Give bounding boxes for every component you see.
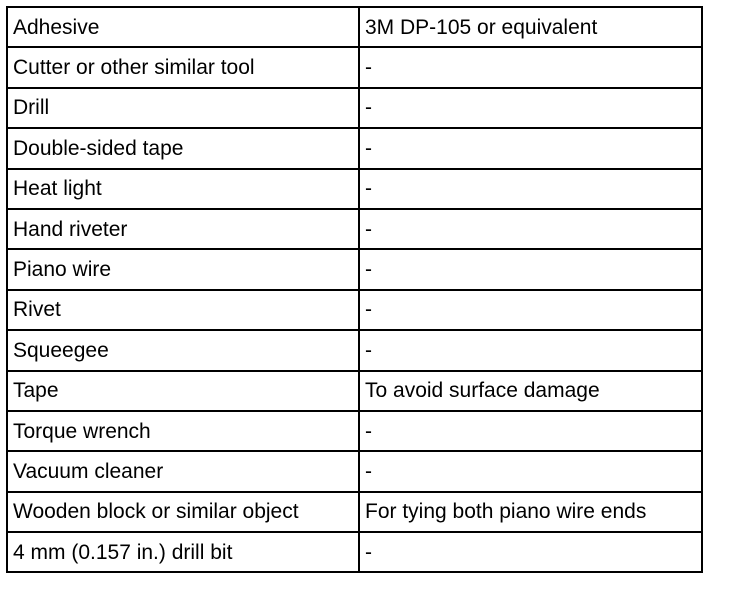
table-row — [7, 330, 702, 370]
tool-note-cell: - — [359, 451, 702, 491]
table-row — [7, 371, 702, 411]
tool-name-cell: Cutter or other similar tool — [7, 47, 359, 87]
table-row — [7, 492, 702, 532]
tool-name-cell: Squeegee — [7, 330, 359, 370]
tool-note-cell: - — [359, 88, 702, 128]
table-row — [7, 169, 702, 209]
tool-note-cell: - — [359, 169, 702, 209]
tool-name-cell: Rivet — [7, 290, 359, 330]
tool-note-cell: - — [359, 330, 702, 370]
tool-note-cell: - — [359, 411, 702, 451]
table-row — [7, 249, 702, 289]
tool-name-cell: Adhesive — [7, 7, 359, 47]
tool-name-cell: Heat light — [7, 169, 359, 209]
table-row — [7, 209, 702, 249]
table-row — [7, 532, 702, 572]
tool-note-cell: - — [359, 532, 702, 572]
tool-note-cell: - — [359, 47, 702, 87]
tool-name-cell: Wooden block or similar object — [7, 492, 359, 532]
tools-table-body — [7, 7, 702, 572]
tool-note-cell: To avoid surface damage — [359, 371, 702, 411]
tool-note-cell: For tying both piano wire ends — [359, 492, 702, 532]
tool-name-cell: Vacuum cleaner — [7, 451, 359, 491]
tool-name-cell: Hand riveter — [7, 209, 359, 249]
tool-note-cell: 3M DP-105 or equivalent — [359, 7, 702, 47]
tools-table — [6, 6, 703, 573]
table-row — [7, 411, 702, 451]
tool-name-cell: Tape — [7, 371, 359, 411]
table-row — [7, 451, 702, 491]
table-row — [7, 7, 702, 47]
tool-note-cell: - — [359, 290, 702, 330]
tool-note-cell: - — [359, 249, 702, 289]
tool-note-cell: - — [359, 209, 702, 249]
tool-name-cell: Torque wrench — [7, 411, 359, 451]
table-row — [7, 88, 702, 128]
tool-name-cell: Double-sided tape — [7, 128, 359, 168]
tool-note-cell: - — [359, 128, 702, 168]
tool-name-cell: Drill — [7, 88, 359, 128]
tool-name-cell: 4 mm (0.157 in.) drill bit — [7, 532, 359, 572]
tool-name-cell: Piano wire — [7, 249, 359, 289]
table-row — [7, 290, 702, 330]
table-row — [7, 47, 702, 87]
table-row — [7, 128, 702, 168]
